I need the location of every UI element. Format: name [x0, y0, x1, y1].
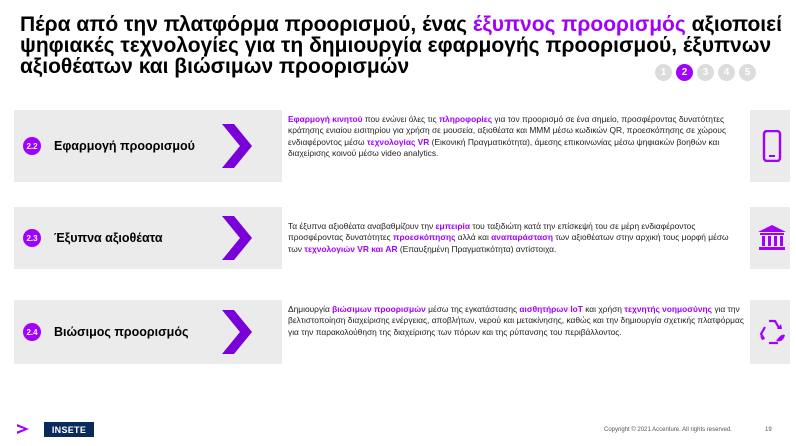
body-text: που ενώνει όλες τις — [362, 114, 439, 124]
row-description — [282, 110, 750, 182]
highlight-text: τεχνολογιών VR και AR — [304, 243, 398, 254]
row-sustainable-destination — [14, 300, 790, 364]
row-number-badge: 2.3 — [23, 229, 41, 247]
row-number-badge: 2.2 — [23, 137, 41, 155]
body-text: Τα έξυπνα αξιοθέατα αναβαθμίζουν την — [288, 220, 436, 231]
row-description — [282, 207, 750, 269]
highlight-text: προεσκόπησης — [393, 232, 456, 243]
museum-icon — [754, 207, 790, 269]
highlight-text: Εφαρμογή κινητού — [288, 114, 363, 124]
chevron-right-icon — [222, 216, 252, 260]
row-label: Έξυπνα αξιοθέατα — [54, 231, 163, 245]
highlight-text: τεχνητής νοημοσύνης — [624, 304, 713, 314]
section-pager — [655, 64, 756, 81]
insete-logo: INSETE — [44, 422, 94, 437]
body-text: για την βελτιστοποίηση διαχείρισης ενέργειας, αποβλήτων, νερού και μετακίνησης, καθώς και την δημιουργία σχετικής πλατφόρμας για την παρακολούθηση της διαχείρισης των πόρων και της ρύπανσης του περιβάλλοντος. — [288, 304, 744, 337]
body-text: του ταξιδιώτη κατά την επίσκεψή του σε μέρη ενδιαφέροντος προσφέροντας δυνατότητες — [288, 220, 696, 243]
highlight-text: τεχνολογίας VR — [366, 136, 430, 147]
title-highlight: έξυπνος προορισμός — [472, 13, 686, 36]
highlight-text: αναπαράσταση — [491, 232, 553, 243]
chevron-right-icon — [222, 310, 252, 354]
row-number-badge: 2.4 — [23, 323, 41, 341]
row-label: Βιώσιμος προορισμός — [54, 325, 189, 339]
copyright-text: Copyright © 2021 Accenture. All rights reserved. — [604, 427, 732, 433]
pager-dot-1[interactable]: 1 — [655, 64, 672, 81]
accenture-chevron-icon — [16, 422, 30, 436]
page-number: 19 — [765, 427, 772, 433]
title-part2: αξιοποιεί ψηφιακές τεχνολογίες για τη δημιουργία εφαρμογής προορισμού, έξυπνων αξιοθέατων και βιώσιμων προορισμών — [20, 13, 782, 78]
row-label-box — [14, 110, 209, 182]
body-text: (Εικονική Πραγματικότητα), άμεσης επικοινωνίας μέσω ψηφιακών βοηθών και διαχείρισης κοινού μέσω video analytics. — [288, 136, 720, 159]
highlight-text: πληροφορίες — [438, 114, 493, 124]
body-text: των αξιοθέατων στην αρχική τους μορφή μέσω των — [288, 232, 729, 254]
title-part1: Πέρα από την πλατφόρμα προορισμού, ένας — [20, 13, 473, 36]
body-text: Δημιουργία — [288, 304, 333, 314]
pager-dot-2[interactable]: 2 — [676, 64, 693, 81]
highlight-text: εμπειρία — [435, 220, 470, 231]
pager-dot-5[interactable]: 5 — [739, 64, 756, 81]
body-text: (Επαυξημένη Πραγματικότητα) αντίστοιχα. — [397, 243, 557, 254]
smartphone-icon — [754, 110, 790, 182]
pager-dot-4[interactable]: 4 — [718, 64, 735, 81]
body-text: μέσω της εγκατάστασης — [425, 304, 520, 314]
description-text — [288, 221, 744, 255]
row-label-box — [14, 300, 209, 364]
highlight-text: βιώσιμων προορισμών — [332, 304, 426, 314]
row-destination-app — [14, 110, 790, 182]
body-text: αλλά και — [455, 232, 492, 243]
row-label: Εφαρμογή προορισμού — [54, 139, 195, 153]
body-text: για τον προορισμό σε ένα σημείο, προσφέροντας δυνατότητες κράτησης ενιαίου εισιτηρίου για χρήση σε μουσεία, αξιοθέατα και ΜΜΜ μέσω κωδικών QR, προεσκόπησης σε χώρους ενδιαφέροντος μέσω — [288, 114, 727, 147]
row-smart-attractions — [14, 207, 790, 269]
row-description — [282, 300, 750, 364]
description-text — [288, 304, 744, 338]
description-text — [288, 114, 744, 160]
highlight-text: αισθητήρων IoT — [519, 304, 583, 314]
body-text: και χρήση — [582, 304, 625, 314]
pager-dot-3[interactable]: 3 — [697, 64, 714, 81]
chevron-right-icon — [222, 124, 252, 168]
recycle-icon — [754, 300, 790, 364]
row-label-box — [14, 207, 209, 269]
